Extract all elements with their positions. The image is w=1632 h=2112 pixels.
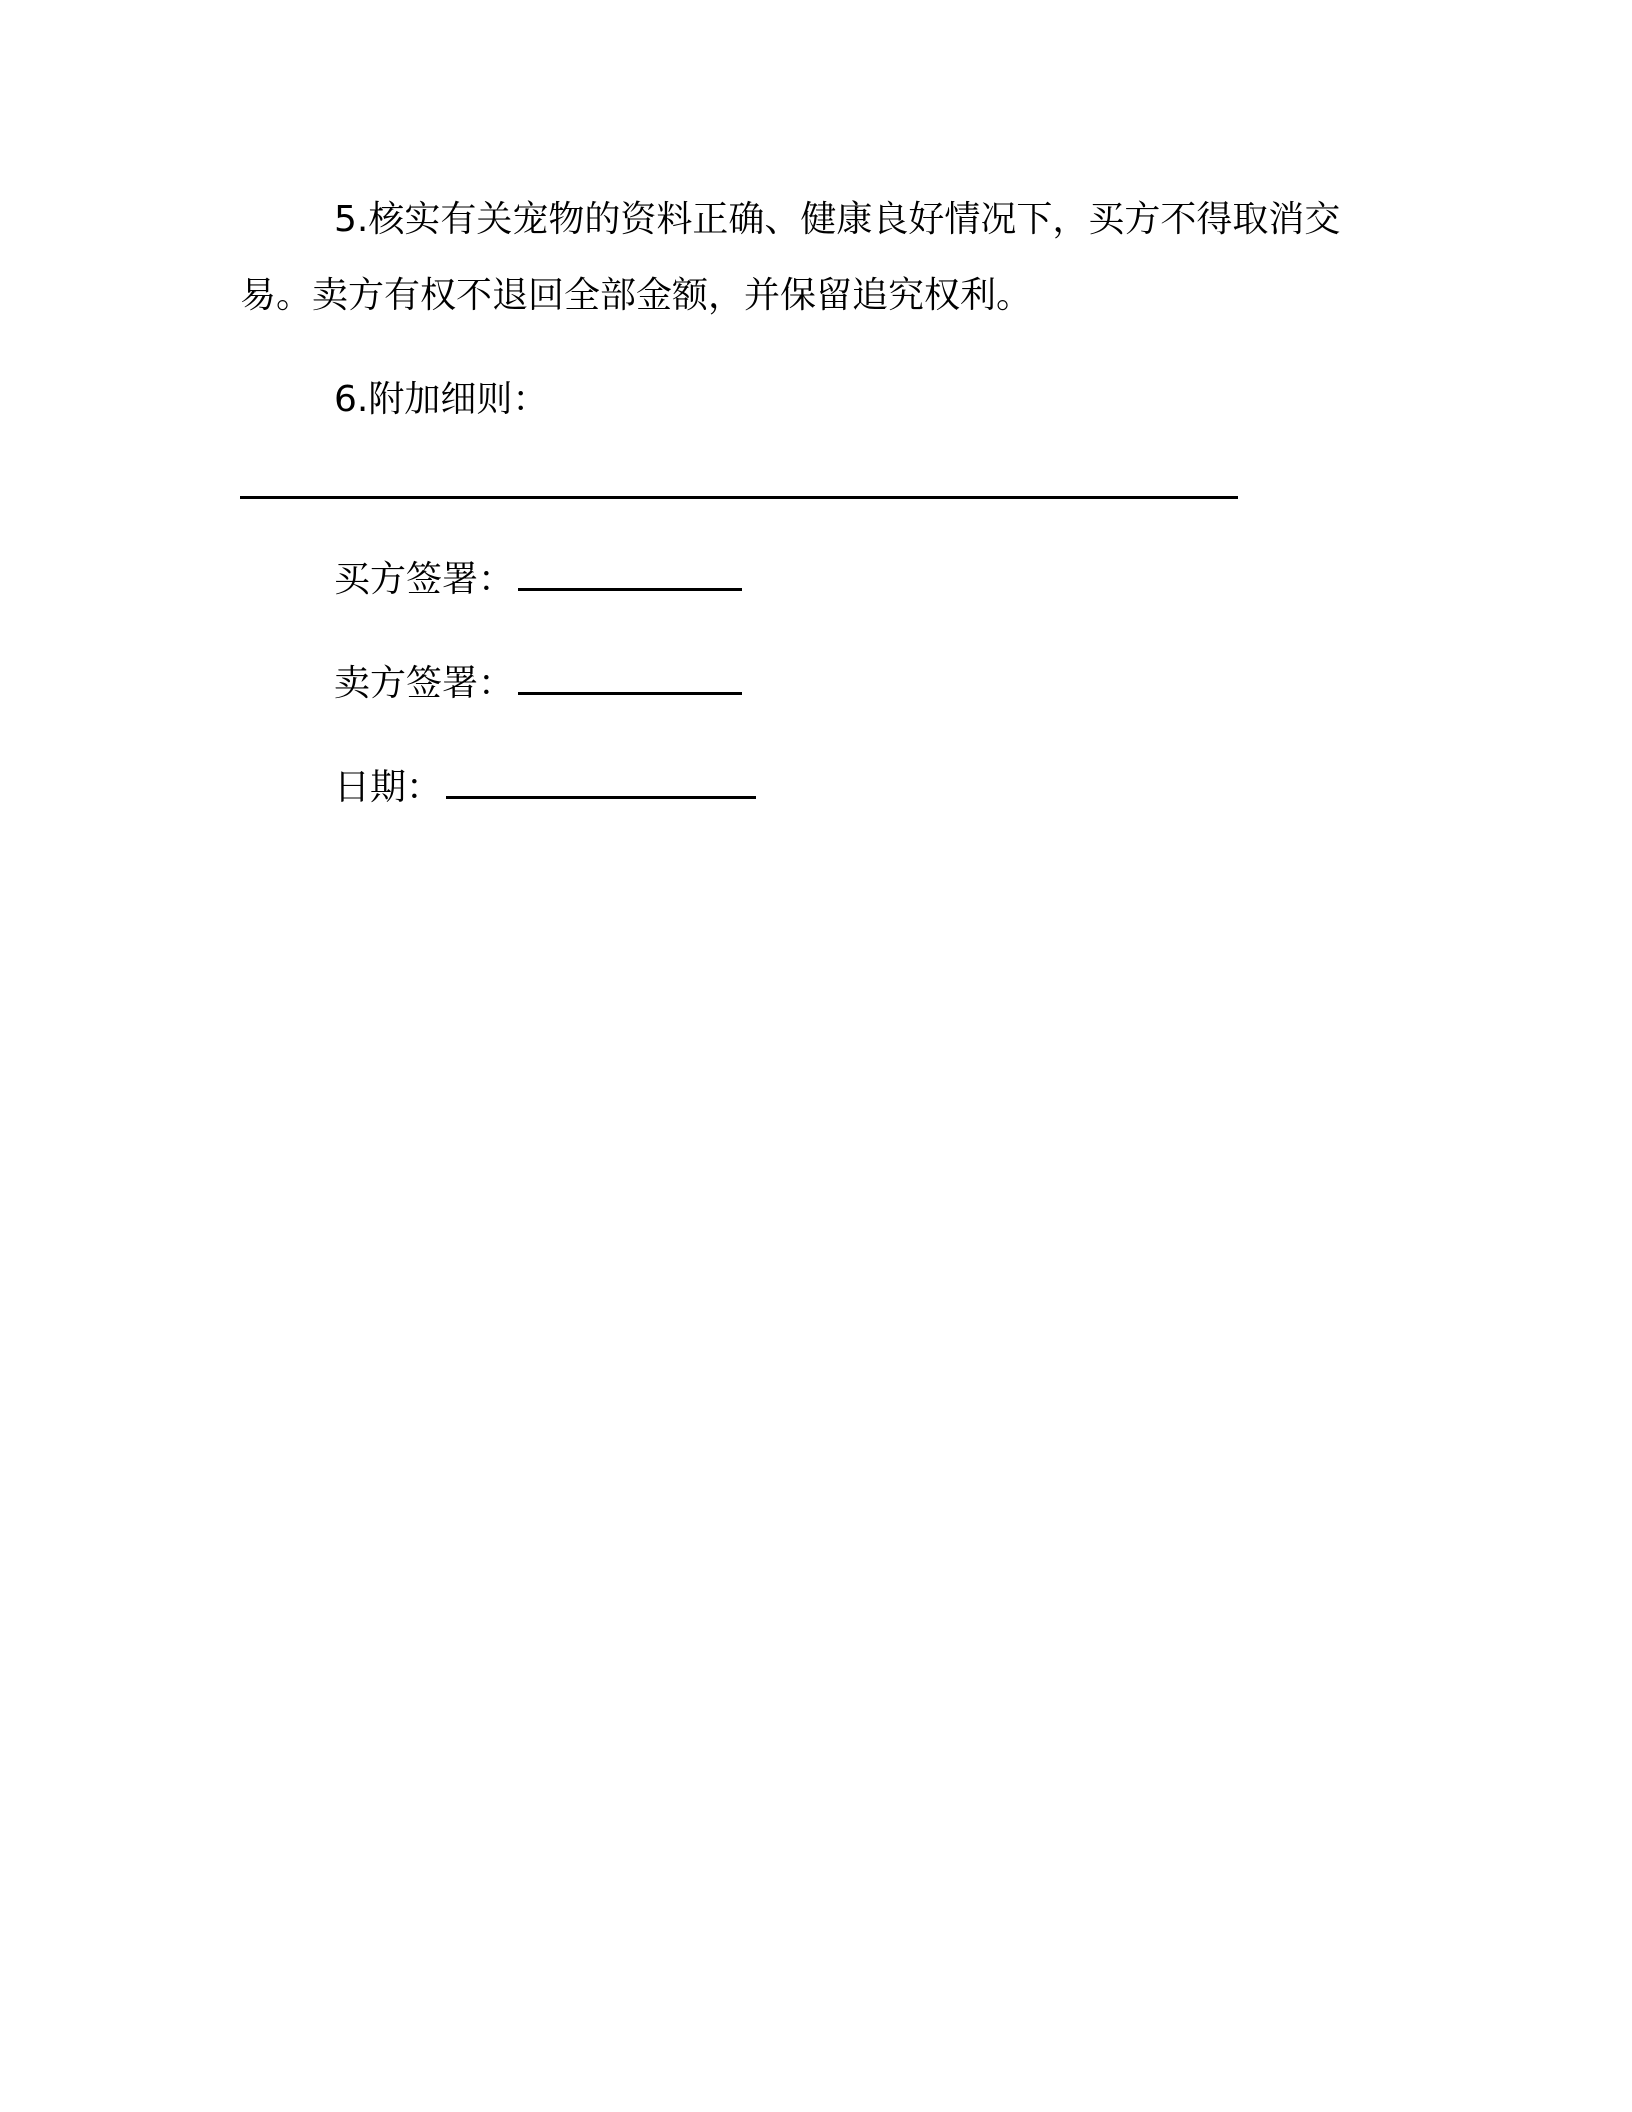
date-blank[interactable] [446,766,756,799]
additional-terms-blank-line[interactable] [240,496,1238,499]
seller-signature-row [334,660,742,708]
seller-signature-label: 卖方签署： [334,663,515,704]
clause-6-label: 6.附加细则： [334,379,549,420]
buyer-signature-label: 买方签署： [334,559,515,600]
date-label: 日期： [334,767,443,808]
date-row [334,764,756,812]
clause-5-line-2: 易。卖方有权不退回全部金额，并保留追究权利。 [240,275,1033,316]
buyer-signature-blank[interactable] [518,558,742,591]
clause-5-line-1: 5.核实有关宠物的资料正确、健康良好情况下，买方不得取消交 [334,199,1341,240]
buyer-signature-row [334,556,742,604]
seller-signature-blank[interactable] [518,662,742,695]
